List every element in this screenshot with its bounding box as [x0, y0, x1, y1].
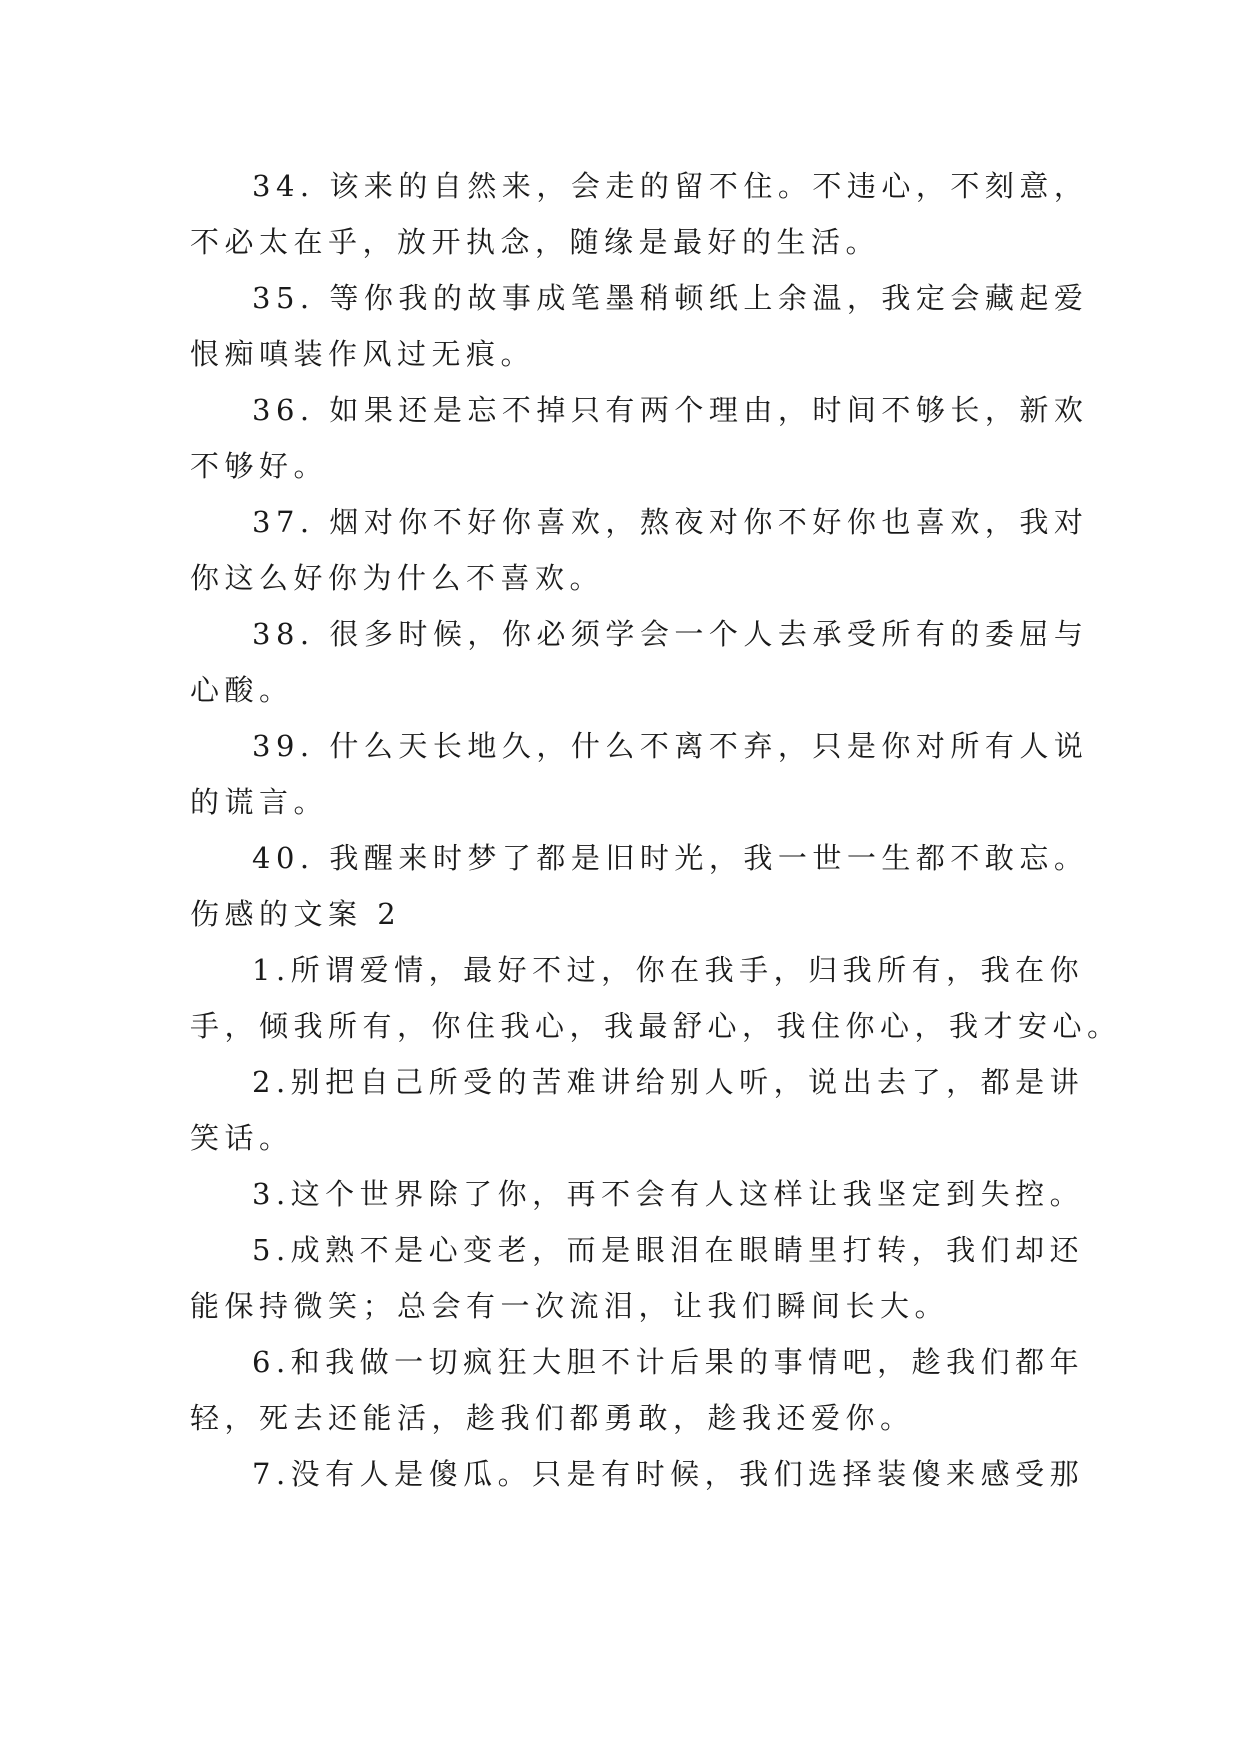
paragraph-2-line-1: 2.别把自己所受的苦难讲给别人听，说出去了，都是讲 [252, 1065, 1085, 1099]
paragraph-6-line-1: 6.和我做一切疯狂大胆不计后果的事情吧，趁我们都年 [252, 1345, 1085, 1379]
paragraph-5-line-1: 5.成熟不是心变老，而是眼泪在眼睛里打转，我们却还 [252, 1233, 1085, 1267]
paragraph-36-line-1: 36. 如果还是忘不掉只有两个理由，时间不够长，新欢 [252, 393, 1089, 427]
paragraph-2-line-2: 笑话。 [190, 1121, 294, 1155]
paragraph-36-line-2: 不够好。 [190, 449, 329, 483]
paragraph-37-line-2: 你这么好你为什么不喜欢。 [190, 561, 605, 595]
paragraph-37-line-1: 37. 烟对你不好你喜欢，熬夜对你不好你也喜欢，我对 [252, 505, 1089, 539]
paragraph-39-line-1: 39. 什么天长地久，什么不离不弃，只是你对所有人说 [252, 729, 1089, 763]
paragraph-35-line-1: 35. 等你我的故事成笔墨稍顿纸上余温，我定会藏起爱 [252, 281, 1089, 315]
paragraph-39-line-2: 的谎言。 [190, 785, 329, 819]
paragraph-5-line-2: 能保持微笑；总会有一次流泪，让我们瞬间长大。 [190, 1289, 950, 1323]
paragraph-38-line-1: 38. 很多时候，你必须学会一个人去承受所有的委屈与 [252, 617, 1089, 651]
paragraph-34-line-2: 不必太在乎，放开执念，随缘是最好的生活。 [190, 225, 881, 259]
paragraph-40-line-1: 40. 我醒来时梦了都是旧时光，我一世一生都不敢忘。 [252, 841, 1089, 875]
paragraph-35-line-2: 恨痴嗔装作风过无痕。 [190, 337, 536, 371]
paragraph-7-line-1: 7.没有人是傻瓜。只是有时候，我们选择装傻来感受那 [252, 1457, 1085, 1491]
section-heading: 伤感的文案 2 [190, 897, 402, 931]
paragraph-1-line-2: 手，倾我所有，你住我心，我最舒心，我住你心，我才安心。 [190, 1009, 1122, 1043]
paragraph-34-line-1: 34. 该来的自然来，会走的留不住。不违心，不刻意， [252, 169, 1089, 203]
paragraph-6-line-2: 轻，死去还能活，趁我们都勇敢，趁我还爱你。 [190, 1401, 915, 1435]
paragraph-38-line-2: 心酸。 [190, 673, 294, 707]
paragraph-3-line-1: 3.这个世界除了你，再不会有人这样让我坚定到失控。 [252, 1177, 1085, 1211]
paragraph-1-line-1: 1.所谓爱情，最好不过，你在我手，归我所有，我在你 [252, 953, 1085, 987]
